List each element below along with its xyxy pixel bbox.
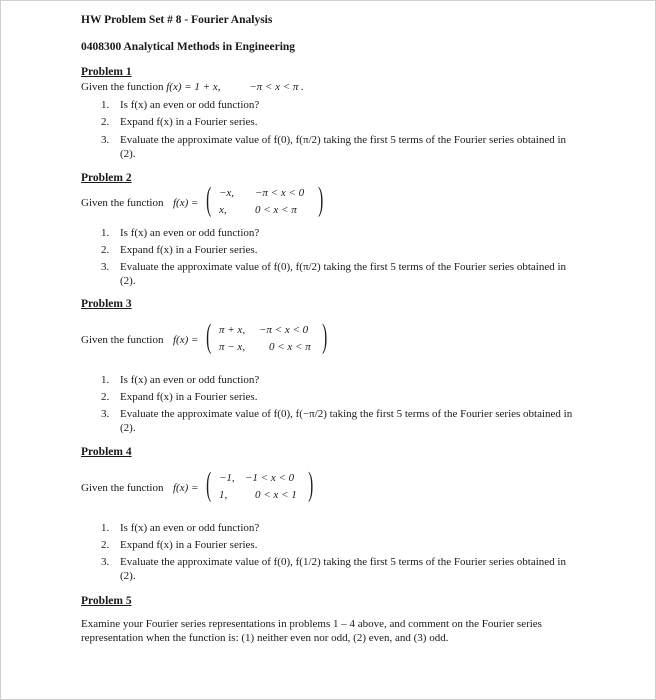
question-number: 2. — [101, 244, 110, 256]
piecewise-definition — [206, 466, 317, 504]
question-text: Expand f(x) in a Fourier series. — [120, 539, 258, 551]
question-text: Is f(x) an even or odd function? — [120, 227, 260, 239]
right-paren: ) — [322, 318, 328, 355]
case-expression: −x, — [219, 187, 235, 199]
question-number: 2. — [101, 539, 110, 551]
question-number: 3. — [101, 556, 110, 568]
case-condition: 0 < x < π — [255, 204, 297, 216]
question-number: 2. — [101, 116, 110, 128]
case-condition: −π < x < 0 — [255, 187, 305, 199]
question-text: Is f(x) an even or odd function? — [120, 522, 260, 534]
problem-1-title: Problem 1 — [81, 66, 132, 78]
question-text: Is f(x) an even or odd function? — [120, 374, 260, 386]
right-paren: ) — [318, 181, 324, 218]
piecewise-definition — [206, 318, 331, 356]
problem-5-title: Problem 5 — [81, 595, 132, 607]
question-text: Evaluate the approximate value of f(0), f(π/2) taking the first 5 terms of the Fourier series obtained in (2). — [120, 261, 567, 287]
case-condition: −π < x < 0 — [259, 324, 309, 336]
problem-4-title: Problem 4 — [81, 446, 132, 458]
question-number: 1. — [101, 227, 110, 239]
left-paren: ( — [206, 181, 212, 218]
question-number: 3. — [101, 134, 110, 146]
case-expression: 1, — [219, 489, 228, 501]
problem-2-given: Given the function — [81, 197, 164, 209]
case-condition: 0 < x < 1 — [255, 489, 297, 501]
course-title: 0408300 Analytical Methods in Engineering — [81, 41, 296, 53]
question-text: Expand f(x) in a Fourier series. — [120, 244, 258, 256]
given-label: Given the function — [81, 81, 167, 93]
problem-4-given: Given the function — [81, 482, 164, 494]
question-number: 3. — [101, 261, 110, 273]
left-paren: ( — [206, 466, 212, 503]
problem-3-given: Given the function — [81, 334, 164, 346]
function-lhs: f(x) = — [173, 197, 199, 209]
question-number: 1. — [101, 374, 110, 386]
case-condition: −1 < x < 0 — [245, 472, 295, 484]
function-lhs: f(x) = — [173, 482, 199, 494]
right-paren: ) — [308, 466, 314, 503]
left-paren: ( — [206, 318, 212, 355]
question-text: Expand f(x) in a Fourier series. — [120, 391, 258, 403]
problem-3-title: Problem 3 — [81, 298, 132, 310]
question-number: 1. — [101, 99, 110, 111]
function-domain: −π < x < π . — [249, 81, 304, 93]
piecewise-definition — [206, 181, 327, 219]
problem-1-given — [81, 81, 304, 94]
case-condition: 0 < x < π — [269, 341, 311, 353]
problem-5-text: Examine your Fourier series representations in problems 1 – 4 above, and comment on the Fourier series representation when the function is: (1) neither even nor odd, (2) even, and (3) odd. — [81, 618, 542, 644]
document-title: HW Problem Set # 8 - Fourier Analysis — [81, 14, 273, 26]
question-number: 2. — [101, 391, 110, 403]
case-expression: −1, — [219, 472, 235, 484]
question-text: Evaluate the approximate value of f(0), f(π/2) taking the first 5 terms of the Fourier series obtained in (2). — [120, 134, 567, 160]
question-text: Evaluate the approximate value of f(0), f(−π/2) taking the first 5 terms of the Fourier series obtained in (2). — [120, 408, 573, 434]
question-text: Is f(x) an even or odd function? — [120, 99, 260, 111]
case-expression: π − x, — [219, 341, 246, 353]
function-definition: f(x) = 1 + x, — [166, 81, 221, 93]
question-number: 1. — [101, 522, 110, 534]
problem-2-title: Problem 2 — [81, 172, 132, 184]
question-text: Evaluate the approximate value of f(0), f(1/2) taking the first 5 terms of the Fourier series obtained in (2). — [120, 556, 566, 582]
function-lhs: f(x) = — [173, 334, 199, 346]
question-number: 3. — [101, 408, 110, 420]
question-text: Expand f(x) in a Fourier series. — [120, 116, 258, 128]
case-expression: π + x, — [219, 324, 246, 336]
case-expression: x, — [219, 204, 227, 216]
